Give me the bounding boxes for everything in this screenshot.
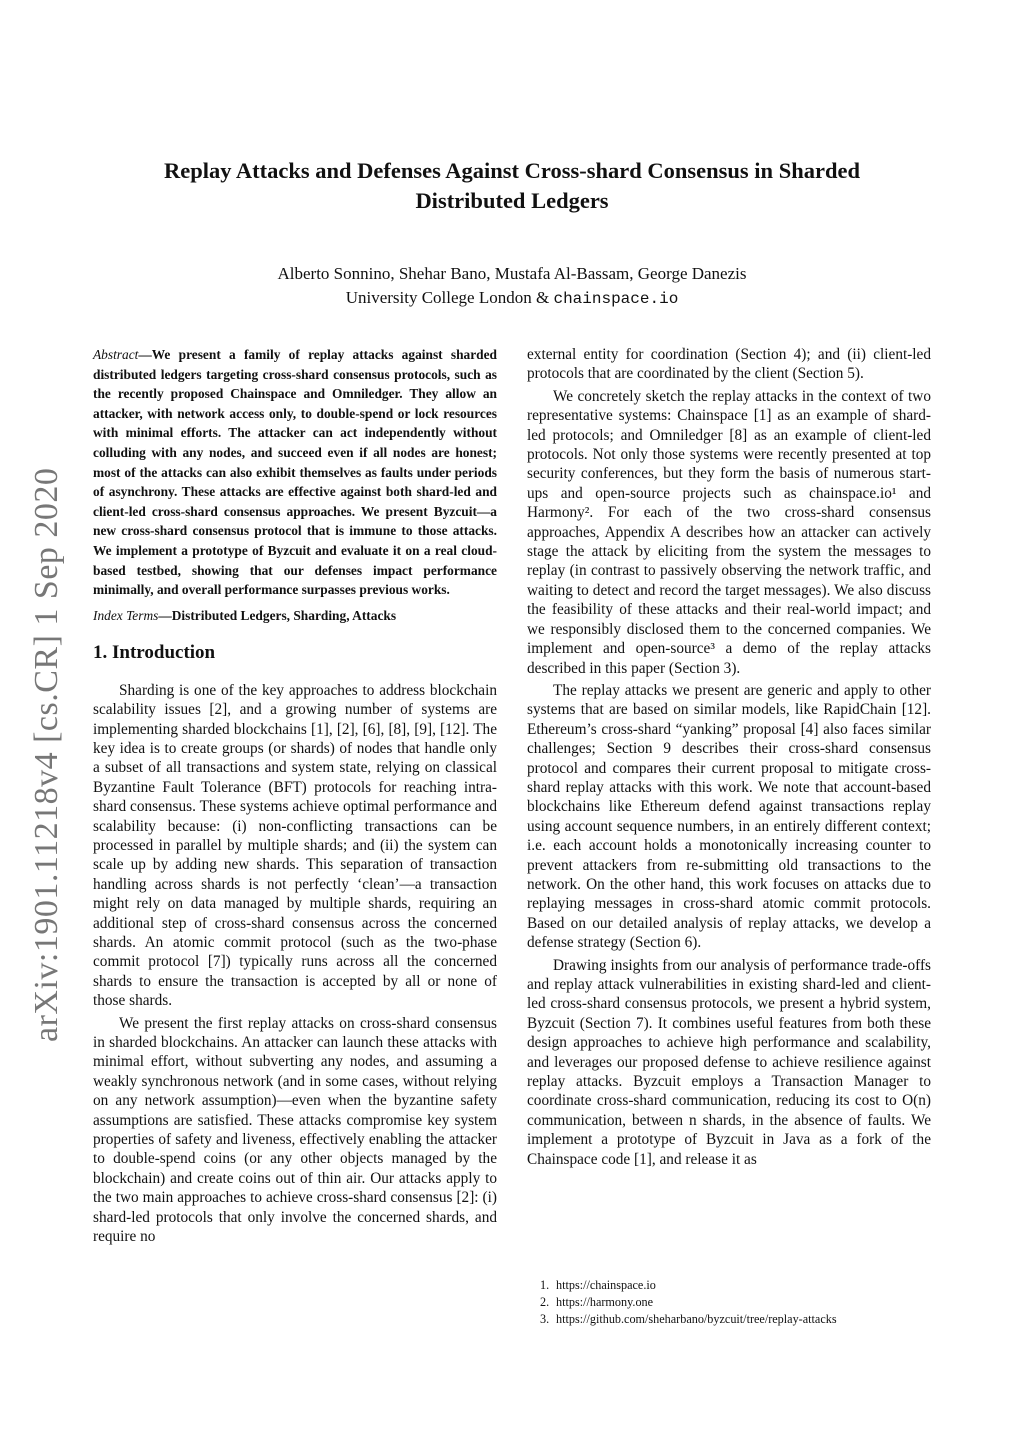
footnote xyxy=(540,1294,920,1311)
abstract-lead: Abstract xyxy=(93,347,139,362)
abstract-text: —We present a family of replay attacks against sharded distributed ledgers targeting cross-shard consensus protocols, such as the recently proposed Chainspace and Omniledger. They allow an attacker, with network access only, to double-spend or lock resources with minimal efforts. The attacker can act independently without colluding with any nodes, and succeed even if all nodes are honest; most of the attacks can also exhibit themselves as faults under periods of asynchrony. These attacks are effective against both shard-led and client-led cross-shard consensus approaches. We present Byzcuit—a new cross-shard consensus protocol that is immune to those attacks. We implement a prototype of Byzcuit and evaluate it on a real cloud-based testbed, showing that our defenses impact performance minimally, and overall performance surpasses previous works. xyxy=(93,347,497,598)
abstract xyxy=(93,345,497,600)
footnote xyxy=(540,1277,920,1294)
author-block xyxy=(120,262,904,311)
footnote-number: 3. xyxy=(540,1312,550,1326)
affiliation-domain: chainspace.io xyxy=(553,290,679,308)
affiliation-text: University College London & xyxy=(345,288,550,307)
footnote-link[interactable]: https://harmony.one xyxy=(556,1295,654,1309)
index-terms-lead: Index Terms xyxy=(93,607,159,623)
right-column xyxy=(527,345,931,1169)
section-heading: 1. Introduction xyxy=(93,642,216,664)
footnote-link[interactable]: https://github.com/sheharbano/byzcuit/tree/replay-attacks xyxy=(556,1312,837,1326)
left-column xyxy=(93,345,497,1247)
paragraph: Sharding is one of the key approaches to address blockchain scalability issues [2], and a growing number of systems are implementing sharded blockchains [1], [2], [6], [8], [9], [12]. The key idea is to create groups (or shards) of nodes that handle only a subset of all transactions and system state, relying on classical Byzantine Fault Tolerance (BFT) protocols for reaching intra-shard consensus. These systems achieve optimal performance and scalability because: (i) non-conflicting transactions can be processed in parallel by multiple shards; and (ii) the system can scale up by adding new shards. This separation of transaction handling across shards is not perfectly ‘clean’—a transaction might rely on data managed by multiple shards, requiring an additional step of cross-shard consensus across the concerned shards. An atomic commit protocol (such as the two-phase commit protocol [7]) typically runs across all the concerned shards to ensure the transaction is accepted by all or none of those shards. xyxy=(93,681,497,1010)
paragraph: external entity for coordination (Section 4); and (ii) client-led protocols that are coordinated by the client (Section 5). xyxy=(527,346,931,383)
paragraph: The replay attacks we present are generic and apply to other systems that are based on similar models, like RapidChain [12]. Ethereum’s cross-shard “yanking” proposal [4] also faces similar challenges; Section 9 describes their cross-shard consensus protocol and compares their current proposal to mitigate cross-shard replay attacks with this work. We note that account-based blockchains like Ethereum defend against transactions replay using account sequence numbers, in an entirely different context; i.e. each account holds a monotonically increasing counter to prevent attackers from re-submitting old transactions to the network. On the other hand, this work focuses on attacks due to replaying messages in cross-shard atomic commit protocols. Based on our detailed analysis of replay attacks, we develop a defense strategy (Section 6). xyxy=(527,681,931,952)
footnote-number: 2. xyxy=(540,1295,550,1309)
paragraph: We concretely sketch the replay attacks in the context of two representative systems: Chainspace [1] as an example of shard-led protocols; and Omniledger [8] as an example of client-led protocols. Not only those systems were recently presented at top security conferences, but they form the basis of numerous start-ups and open-source projects such as chainspace.io¹ and Harmony². For each of the two cross-shard consensus approaches, Appendix A describes how an attacker can actively stage the attack by eliciting from the system the messages to replay (in contrast to passively observing the network traffic, and waiting to detect and record the target messages). We also discuss the feasibility of these attacks and their real-world impact; and we responsibly disclosed them to the concerned companies. We implement and open-source³ a demo of the replay attacks described in this paper (Section 3). xyxy=(527,387,931,677)
index-terms xyxy=(93,606,497,626)
paragraph: We present the first replay attacks on cross-shard consensus in sharded blockchains. An attacker can launch these attacks with minimal effort, without subverting any nodes, and assuming a weakly synchronous network (and in some cases, without relying on any network assumption)—even when the byzantine safety assumptions are satisfied. These attacks compromise key system properties of safety and liveness, effectively enabling the attacker to double-spend coins (or any other objects managed by the blockchain) and create coins out of thin air. Our attacks apply to the two main approaches to achieve cross-shard consensus [2]: (i) shard-led protocols that only involve the concerned shards, and require no xyxy=(93,1014,497,1246)
paragraph: Drawing insights from our analysis of performance trade-offs and replay attack vulnerabilities in existing shard-led and client-led cross-shard consensus protocols, we present a hybrid system, Byzcuit (Section 7). It combines useful features from both these design approaches to achieve high performance and scalability, and leverages our proposed defense to achieve resilience against replay attacks. Byzcuit employs a Transaction Manager to coordinate cross-shard communication, reducing its cost to O(n) communication, between n shards, in the absence of faults. We implement a prototype of Byzcuit in Java as a fork of the Chainspace code [1], and release it as xyxy=(527,956,931,1168)
footnote-link[interactable]: https://chainspace.io xyxy=(556,1278,656,1292)
footnotes xyxy=(540,1277,920,1328)
paper-title: Replay Attacks and Defenses Against Cross-shard Consensus in Sharded Distributed Ledgers xyxy=(164,158,860,213)
affiliation xyxy=(120,286,904,311)
footnote xyxy=(540,1311,920,1328)
index-terms-text: —Distributed Ledgers, Sharding, Attacks xyxy=(158,607,397,623)
arxiv-identifier: arXiv:1901.11218v4 [cs.CR] 1 Sep 2020 xyxy=(28,467,65,1042)
author-names: Alberto Sonnino, Shehar Bano, Mustafa Al-Bassam, George Danezis xyxy=(277,264,747,283)
footnote-number: 1. xyxy=(540,1278,550,1292)
